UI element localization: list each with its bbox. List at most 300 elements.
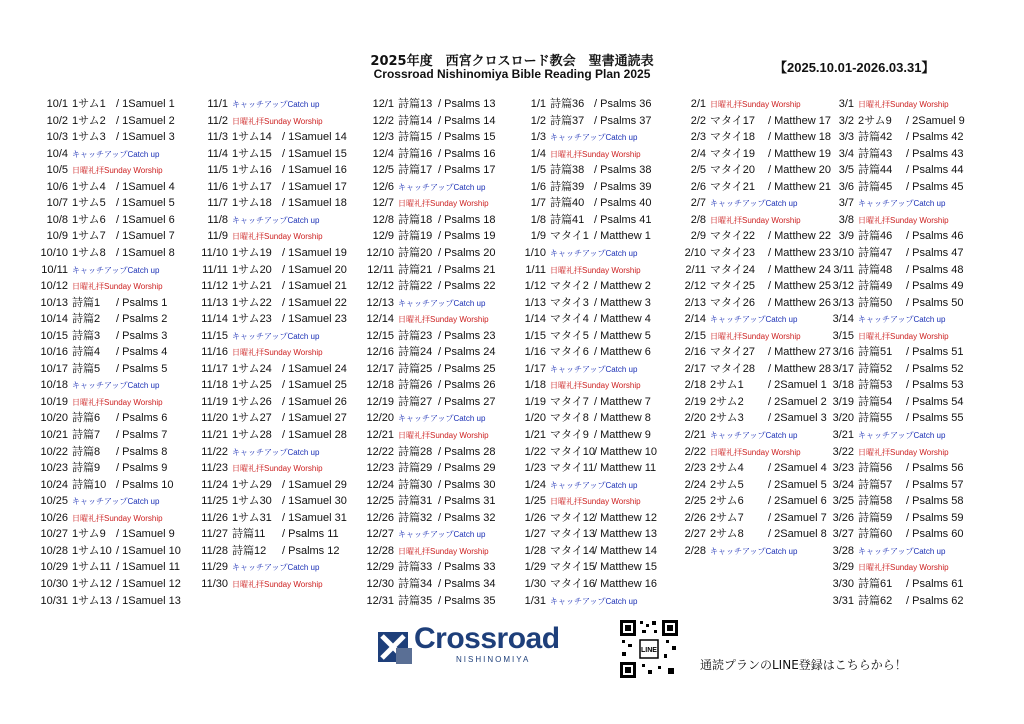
reading-date: 2/5: [690, 164, 706, 177]
reading-passage-english: / 1Samuel 13: [116, 594, 181, 607]
reading-date: 10/13: [40, 296, 68, 309]
reading-passage: 詩篇24: [398, 346, 433, 359]
reading-passage: 詩篇33: [398, 561, 433, 574]
reading-date: 1/3: [530, 131, 546, 144]
catch-up-label: キャッチアップCatch up: [232, 447, 320, 457]
reading-passage: 1サム23: [232, 313, 272, 326]
reading-passage-english: / Matthew 16: [594, 577, 657, 590]
reading-passage-english: / 1Samuel 25: [282, 379, 347, 392]
reading-row: [38, 113, 175, 129]
reading-passage-english: / Matthew 21: [768, 180, 831, 193]
reading-passage-english: / 2Samuel 7: [768, 511, 827, 524]
reading-passage: マタイ6: [550, 346, 589, 359]
reading-row: [684, 96, 801, 112]
reading-passage: 1サム20: [232, 263, 272, 276]
reading-row: [196, 162, 347, 178]
qr-code-icon[interactable]: [618, 618, 680, 680]
reading-row: [360, 444, 495, 460]
reading-row: [38, 278, 163, 294]
reading-row: [684, 377, 827, 393]
reading-passage: 2サム8: [710, 528, 744, 541]
reading-passage: 詩篇5: [72, 362, 101, 375]
reading-date: 2/11: [685, 263, 706, 276]
reading-passage-english: / 1Samuel 4: [116, 180, 175, 193]
reading-date: 10/20: [40, 412, 68, 425]
reading-row: [38, 245, 175, 261]
reading-date: 2/2: [690, 114, 706, 127]
reading-passage-english: / 1Samuel 30: [282, 495, 347, 508]
reading-passage-english: / Psalms 57: [906, 478, 964, 491]
reading-passage-english: / Matthew 26: [768, 296, 831, 309]
reading-passage: 詩篇34: [398, 577, 433, 590]
reading-row: [684, 129, 831, 145]
reading-date: 12/21: [366, 429, 394, 441]
reading-passage-english: / 1Samuel 29: [282, 478, 347, 491]
reading-row: [684, 228, 831, 244]
reading-passage-english: / Psalms 48: [906, 263, 964, 276]
reading-row: [360, 113, 495, 129]
reading-passage-english: / Matthew 20: [768, 164, 831, 177]
reading-date: 11/5: [207, 164, 228, 177]
reading-passage-english: / Matthew 27: [768, 346, 831, 359]
sunday-worship-label: 日曜礼拝Sunday Worship: [398, 199, 489, 209]
sunday-worship-label: 日曜礼拝Sunday Worship: [232, 116, 323, 126]
reading-passage-english: / Psalms 8: [116, 445, 168, 458]
reading-passage: 1サム6: [72, 213, 106, 226]
reading-date: 10/28: [40, 544, 68, 557]
reading-passage: 詩篇8: [72, 445, 101, 458]
reading-date: 11/30: [201, 577, 228, 590]
reading-row: [360, 543, 489, 559]
reading-row: [524, 543, 657, 559]
reading-passage: 詩篇45: [858, 180, 893, 193]
reading-date: 12/19: [366, 395, 394, 408]
reading-passage: 2サム2: [710, 395, 744, 408]
reading-passage: マタイ25: [710, 280, 756, 293]
catch-up-label: キャッチアップCatch up: [72, 381, 160, 391]
reading-passage: マタイ15: [550, 561, 596, 574]
reading-row: [832, 477, 963, 493]
reading-passage-english: / Psalms 55: [906, 412, 964, 425]
reading-passage-english: / 1Samuel 12: [116, 577, 181, 590]
reading-date: 10/12: [40, 280, 68, 293]
sunday-worship-label: 日曜礼拝Sunday Worship: [232, 464, 323, 474]
reading-row: [524, 477, 637, 493]
reading-date: 1/5: [530, 164, 546, 177]
catch-up-label: キャッチアップCatch up: [72, 149, 160, 159]
reading-passage: 2サム1: [710, 379, 744, 392]
reading-date: 3/4: [838, 147, 854, 160]
reading-date: 3/28: [832, 544, 854, 557]
reading-date: 2/4: [690, 147, 706, 160]
reading-date: 2/18: [684, 379, 706, 392]
reading-row: [524, 460, 656, 476]
reading-passage: マタイ9: [550, 429, 589, 441]
reading-date: 12/23: [366, 462, 394, 475]
reading-date: 3/21: [832, 429, 854, 441]
reading-passage-english: / Psalms 4: [116, 346, 168, 359]
sunday-worship-label: 日曜礼拝Sunday Worship: [398, 431, 489, 440]
reading-passage: マタイ1: [550, 230, 589, 243]
reading-row: [360, 146, 495, 162]
reading-passage: 詩篇39: [550, 180, 585, 193]
reading-row: [360, 410, 485, 426]
reading-date: 10/23: [40, 462, 68, 475]
page-title: 2025年度 西宮クロスロード教会 聖書通読表: [370, 54, 654, 69]
reading-row: [196, 526, 339, 542]
catch-up-label: キャッチアップCatch up: [710, 546, 798, 556]
reading-passage-english: / Matthew 1: [594, 230, 651, 243]
reading-date: 10/11: [41, 263, 68, 276]
reading-date: 1/26: [524, 511, 546, 524]
reading-row: [360, 361, 495, 377]
reading-passage-english: / Psalms 35: [438, 594, 496, 607]
reading-passage: マタイ27: [710, 346, 756, 359]
reading-date: 11/8: [207, 213, 228, 226]
reading-date: 2/15: [684, 329, 706, 342]
reading-row: [38, 460, 167, 476]
reading-passage: マタイ16: [550, 577, 596, 590]
reading-passage-english: / Psalms 18: [438, 213, 496, 226]
reading-passage-english: / Matthew 9: [594, 429, 651, 441]
reading-passage: 詩篇23: [398, 329, 433, 342]
reading-passage-english: / Psalms 26: [438, 379, 496, 392]
reading-passage: マタイ21: [710, 180, 756, 193]
reading-passage-english: / Matthew 5: [594, 329, 651, 342]
reading-passage: 詩篇52: [858, 362, 893, 375]
reading-row: [684, 394, 827, 410]
reading-date: 11/3: [207, 131, 228, 144]
reading-passage-english: / Psalms 21: [438, 263, 496, 276]
reading-date: 12/11: [367, 263, 394, 276]
reading-passage-english: / 2Samuel 6: [768, 495, 827, 508]
reading-passage-english: / Psalms 5: [116, 362, 168, 375]
reading-row: [196, 427, 347, 443]
reading-row: [38, 559, 180, 575]
reading-date: 3/17: [832, 362, 854, 375]
reading-date: 12/12: [366, 280, 394, 293]
reading-date: 12/31: [366, 594, 394, 607]
reading-date: 2/14: [684, 313, 706, 326]
reading-date: 1/9: [530, 230, 546, 243]
reading-row: [38, 493, 159, 509]
reading-date: 10/27: [40, 528, 68, 541]
reading-row: [684, 361, 831, 377]
catch-up-label: キャッチアップCatch up: [232, 100, 320, 109]
reading-row: [196, 245, 347, 261]
reading-row: [832, 394, 963, 410]
reading-passage-english: / Psalms 20: [438, 246, 496, 259]
catch-up-label: キャッチアップCatch up: [858, 199, 946, 209]
reading-date: 3/12: [832, 280, 854, 293]
reading-date: 1/6: [530, 180, 546, 193]
reading-passage-english: / Psalms 30: [438, 478, 496, 491]
reading-row: [684, 477, 827, 493]
reading-passage-english: / 2Samuel 8: [768, 528, 827, 541]
reading-date: 2/13: [684, 296, 706, 309]
reading-date: 2/20: [684, 412, 706, 425]
reading-passage-english: / 2Samuel 5: [768, 478, 827, 491]
reading-date: 3/6: [838, 180, 854, 193]
reading-row: [360, 377, 495, 393]
reading-row: [524, 444, 657, 460]
reading-passage: 1サム26: [232, 395, 272, 408]
reading-passage: マタイ28: [710, 362, 756, 375]
reading-passage-english: / Matthew 17: [768, 114, 831, 127]
page-subtitle: Crossroad Nishinomiya Bible Reading Plan 2025: [373, 67, 651, 81]
reading-date: 11/13: [201, 296, 228, 309]
reading-passage-english: / Psalms 32: [438, 511, 496, 524]
qr-line-label: LINE: [641, 647, 657, 654]
date-range: 【2025.10.01-2026.03.31】: [774, 60, 935, 75]
reading-date: 10/25: [40, 495, 68, 508]
reading-row: [684, 427, 797, 443]
reading-date: 11/9: [207, 230, 228, 243]
reading-row: [38, 195, 175, 211]
reading-passage: 2サム3: [710, 412, 744, 425]
reading-row: [196, 510, 347, 526]
reading-date: 1/18: [524, 379, 546, 392]
reading-passage-english: / Psalms 31: [438, 495, 496, 508]
reading-date: 3/1: [838, 98, 854, 110]
reading-row: [832, 377, 963, 393]
reading-passage: 詩篇30: [398, 478, 433, 491]
catch-up-label: キャッチアップCatch up: [710, 199, 798, 209]
reading-date: 10/18: [40, 379, 68, 392]
reading-date: 10/30: [40, 577, 68, 590]
logo-subtext: NISHINOMIYA: [456, 655, 531, 664]
reading-row: [38, 162, 163, 178]
reading-date: 3/19: [832, 395, 854, 408]
reading-date: 11/19: [201, 395, 228, 408]
reading-passage: 詩篇18: [398, 213, 433, 226]
reading-row: [360, 162, 495, 178]
reading-row: [832, 344, 963, 360]
reading-passage: 詩篇61: [858, 577, 893, 590]
reading-passage: マタイ20: [710, 164, 756, 177]
reading-passage: 詩篇26: [398, 379, 433, 392]
reading-passage: 1サム25: [232, 379, 272, 392]
reading-passage: 詩篇28: [398, 445, 433, 458]
reading-row: [684, 460, 827, 476]
reading-row: [196, 146, 347, 162]
reading-passage: 詩篇4: [72, 346, 101, 359]
reading-row: [684, 195, 797, 211]
reading-passage: 詩篇3: [72, 329, 101, 342]
reading-passage-english: / 1Samuel 18: [282, 197, 347, 210]
reading-passage: 1サム28: [232, 429, 272, 441]
sunday-worship-label: 日曜礼拝Sunday Worship: [232, 348, 323, 358]
reading-passage-english: / Matthew 12: [594, 511, 657, 524]
reading-date: 2/24: [684, 478, 706, 491]
reading-date: 11/15: [201, 329, 228, 342]
reading-passage: 詩篇19: [398, 230, 433, 243]
reading-row: [524, 295, 651, 311]
reading-row: [524, 593, 637, 609]
reading-passage-english: / Psalms 14: [438, 114, 496, 127]
reading-row: [524, 113, 651, 129]
reading-row: [832, 559, 949, 575]
reading-date: 12/17: [366, 362, 394, 375]
reading-row: [524, 212, 651, 228]
reading-passage-english: / 1Samuel 19: [282, 246, 347, 259]
reading-date: 12/22: [366, 445, 394, 458]
reading-date: 12/10: [366, 246, 394, 259]
reading-passage-english: / Psalms 24: [438, 346, 496, 359]
reading-passage: 1サム12: [72, 577, 112, 590]
reading-date: 1/24: [524, 478, 546, 491]
reading-date: 10/15: [40, 329, 68, 342]
reading-date: 10/24: [40, 478, 68, 491]
reading-date: 2/3: [690, 131, 706, 144]
reading-row: [196, 576, 323, 592]
reading-row: [684, 162, 831, 178]
reading-date: 12/13: [366, 296, 394, 309]
reading-date: 12/16: [366, 346, 394, 359]
reading-date: 1/28: [524, 544, 546, 557]
reading-passage-english: / Psalms 54: [906, 395, 964, 408]
reading-date: 12/14: [366, 313, 394, 326]
reading-date: 11/17: [201, 362, 228, 375]
reading-row: [38, 129, 175, 145]
reading-passage-english: / Matthew 14: [594, 544, 657, 557]
reading-row: [196, 311, 347, 327]
reading-date: 3/5: [838, 164, 854, 177]
reading-passage: 詩篇46: [858, 230, 893, 243]
reading-passage: マタイ22: [710, 230, 756, 243]
reading-passage-english: / Psalms 1: [116, 296, 168, 309]
reading-date: 11/27: [201, 528, 228, 541]
reading-row: [832, 195, 945, 211]
reading-row: [360, 295, 485, 311]
reading-row: [196, 228, 323, 244]
reading-passage: 詩篇1: [72, 296, 101, 309]
reading-passage: 1サム18: [232, 197, 272, 210]
reading-passage-english: / Matthew 13: [594, 528, 657, 541]
reading-row: [684, 493, 827, 509]
reading-row: [38, 427, 167, 443]
reading-row: [196, 179, 347, 195]
reading-row: [360, 576, 495, 592]
reading-passage: 1サム29: [232, 478, 272, 491]
logo-text: Crossroad: [414, 622, 560, 655]
reading-row: [196, 559, 319, 575]
reading-row: [360, 526, 485, 542]
reading-date: 10/26: [40, 511, 68, 524]
reading-row: [684, 510, 827, 526]
reading-passage-english: / Psalms 59: [906, 511, 964, 524]
reading-row: [832, 245, 963, 261]
sunday-worship-label: 日曜礼拝Sunday Worship: [550, 497, 641, 507]
reading-date: 10/2: [46, 114, 68, 127]
reading-row: [196, 328, 319, 344]
reading-passage: 詩篇27: [398, 395, 433, 408]
reading-passage: 詩篇21: [398, 263, 433, 276]
sunday-worship-label: 日曜礼拝Sunday Worship: [550, 149, 641, 159]
reading-date: 1/4: [530, 147, 546, 160]
reading-row: [38, 262, 159, 278]
catch-up-label: キャッチアップCatch up: [232, 215, 320, 225]
reading-row: [196, 410, 347, 426]
reading-passage: 1サム27: [232, 412, 272, 425]
reading-passage: 詩篇36: [550, 98, 585, 110]
reading-date: 1/11: [525, 263, 546, 276]
reading-date: 12/26: [366, 511, 394, 524]
reading-date: 12/18: [366, 379, 394, 392]
catch-up-label: キャッチアップCatch up: [550, 596, 638, 606]
reading-passage-english: / 1Samuel 10: [116, 544, 181, 557]
reading-date: 2/28: [684, 544, 706, 557]
reading-row: [360, 559, 495, 575]
reading-row: [38, 212, 175, 228]
reading-row: [832, 113, 965, 129]
reading-passage: 1サム15: [232, 147, 272, 160]
reading-row: [360, 427, 489, 443]
reading-date: 3/31: [832, 594, 854, 607]
catch-up-label: キャッチアップCatch up: [398, 182, 486, 192]
reading-passage-english: / Psalms 10: [116, 478, 174, 491]
reading-passage: 詩篇17: [398, 164, 433, 177]
reading-date: 11/20: [201, 412, 228, 425]
reading-date: 1/2: [530, 114, 546, 127]
reading-passage: 1サム3: [72, 131, 106, 144]
reading-passage-english: / Psalms 22: [438, 280, 496, 293]
catch-up-label: キャッチアップCatch up: [550, 480, 638, 490]
reading-date: 1/1: [530, 98, 546, 110]
reading-date: 1/14: [524, 313, 546, 326]
reading-date: 10/5: [46, 164, 68, 177]
reading-passage-english: / Psalms 51: [906, 346, 964, 359]
reading-row: [360, 344, 495, 360]
reading-row: [360, 328, 495, 344]
catch-up-label: キャッチアップCatch up: [710, 431, 798, 440]
reading-row: [832, 146, 963, 162]
reading-date: 11/22: [201, 445, 228, 458]
reading-row: [524, 493, 641, 509]
reading-row: [832, 493, 963, 509]
reading-passage-english: / Psalms 15: [438, 131, 496, 144]
reading-passage-english: / Matthew 6: [594, 346, 651, 359]
reading-passage: 詩篇49: [858, 280, 893, 293]
reading-passage: マタイ13: [550, 528, 596, 541]
reading-date: 11/12: [201, 280, 228, 293]
reading-row: [832, 212, 949, 228]
reading-passage-english: / Matthew 3: [594, 296, 651, 309]
reading-date: 10/10: [40, 246, 68, 259]
reading-date: 11/16: [201, 346, 228, 359]
reading-date: 2/26: [684, 511, 706, 524]
reading-passage-english: / Matthew 2: [594, 280, 651, 293]
reading-row: [38, 361, 167, 377]
reading-date: 10/21: [40, 429, 68, 441]
reading-row: [524, 262, 641, 278]
reading-date: 12/20: [366, 412, 394, 425]
reading-passage-english: / Psalms 46: [906, 230, 964, 243]
reading-passage-english: / 1Samuel 8: [116, 246, 175, 259]
reading-passage-english: / 2Samuel 4: [768, 462, 827, 475]
reading-row: [832, 361, 963, 377]
reading-passage-english: / 1Samuel 7: [116, 230, 175, 243]
reading-passage: 1サム16: [232, 164, 272, 177]
reading-passage-english: / Psalms 9: [116, 462, 168, 475]
reading-date: 10/22: [40, 445, 68, 458]
reading-date: 3/7: [838, 197, 854, 210]
reading-passage-english: / Psalms 49: [906, 280, 964, 293]
reading-passage-english: / Psalms 58: [906, 495, 964, 508]
reading-row: [524, 344, 651, 360]
reading-passage: 詩篇20: [398, 246, 433, 259]
reading-passage-english: / 1Samuel 3: [116, 131, 175, 144]
